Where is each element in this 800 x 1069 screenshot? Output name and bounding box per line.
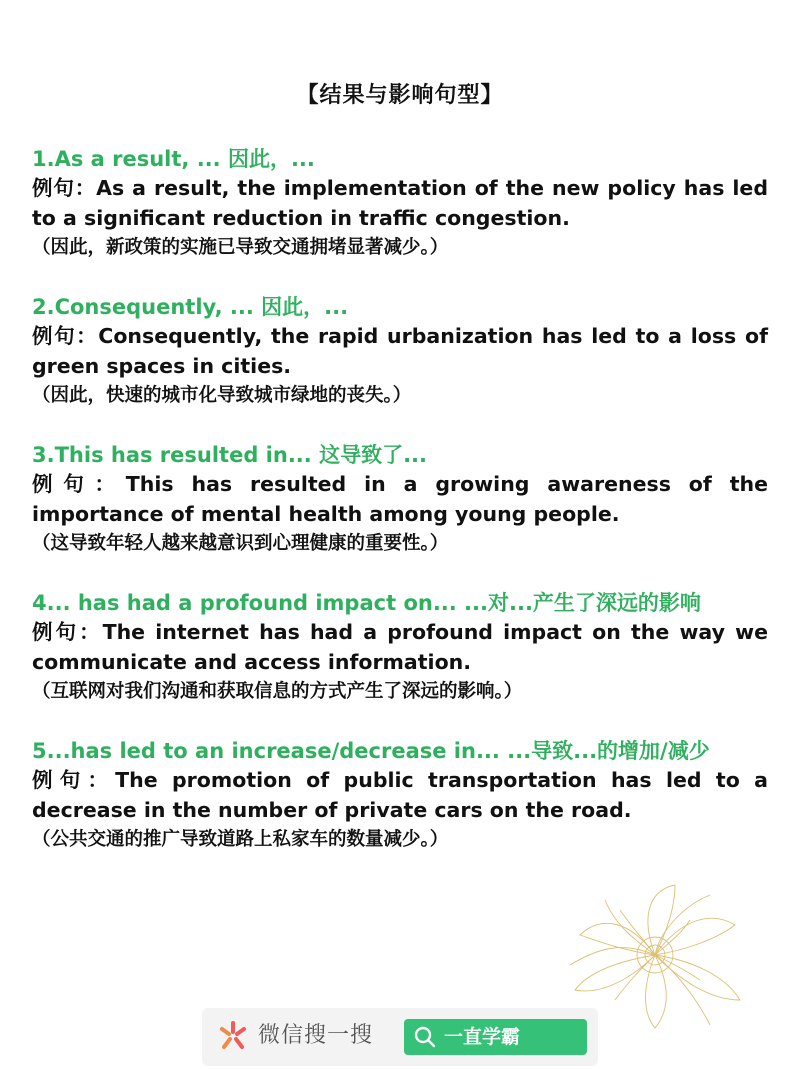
page-title: 【结果与影响句型】 [296,83,504,108]
wechat-search-label: 微信搜一搜 [258,1023,374,1048]
sentence-pattern-3 [32,440,768,558]
wechat-search-bar[interactable] [202,1008,598,1066]
pattern-heading: 2.Consequently, ... 因此，... [32,295,349,319]
pattern-heading: 3.This has resulted in... 这导致了... [32,443,428,467]
chinese-translation: （因此，新政策的实施已导致交通拥堵显著减少。） [32,237,449,258]
chinese-translation: （因此，快速的城市化导致城市绿地的丧失。） [32,385,412,406]
search-icon [414,1026,436,1048]
example-sentence: 例句：This has resulted in a growing awareness of the importance of mental health among young people. [32,472,768,526]
sentence-pattern-5 [32,736,768,854]
example-sentence: 例句：Consequently, the rapid urbanization has led to a loss of green spaces in cities. [32,324,768,378]
wechat-search-logo-icon [216,1019,250,1053]
example-sentence: 例句：The promotion of public transportation has led to a decrease in the number of private cars on the road. [32,768,768,822]
search-keyword: 一直学霸 [444,1026,521,1048]
sentence-pattern-4 [32,588,768,706]
example-sentence: 例句：The internet has had a profound impact on the way we communicate and access information. [32,620,768,674]
search-button[interactable] [404,1019,587,1055]
chinese-translation: （公共交通的推广导致道路上私家车的数量减少。） [32,829,449,850]
pattern-heading: 4... has had a profound impact on... ...对...产生了深远的影响 [32,591,701,615]
chinese-translation: （这导致年轻人越来越意识到心理健康的重要性。） [32,533,449,554]
example-sentence: 例句：As a result, the implementation of the new policy has led to a significant reduction in traffic congestion. [32,176,768,230]
sentence-pattern-2 [32,292,768,410]
pattern-heading: 5...has led to an increase/decrease in... ...导致...的增加/减少 [32,739,710,763]
pattern-heading: 1.As a result, ... 因此，... [32,147,315,171]
sentence-pattern-1 [32,144,768,262]
chinese-translation: （互联网对我们沟通和获取信息的方式产生了深远的影响。） [32,681,523,702]
